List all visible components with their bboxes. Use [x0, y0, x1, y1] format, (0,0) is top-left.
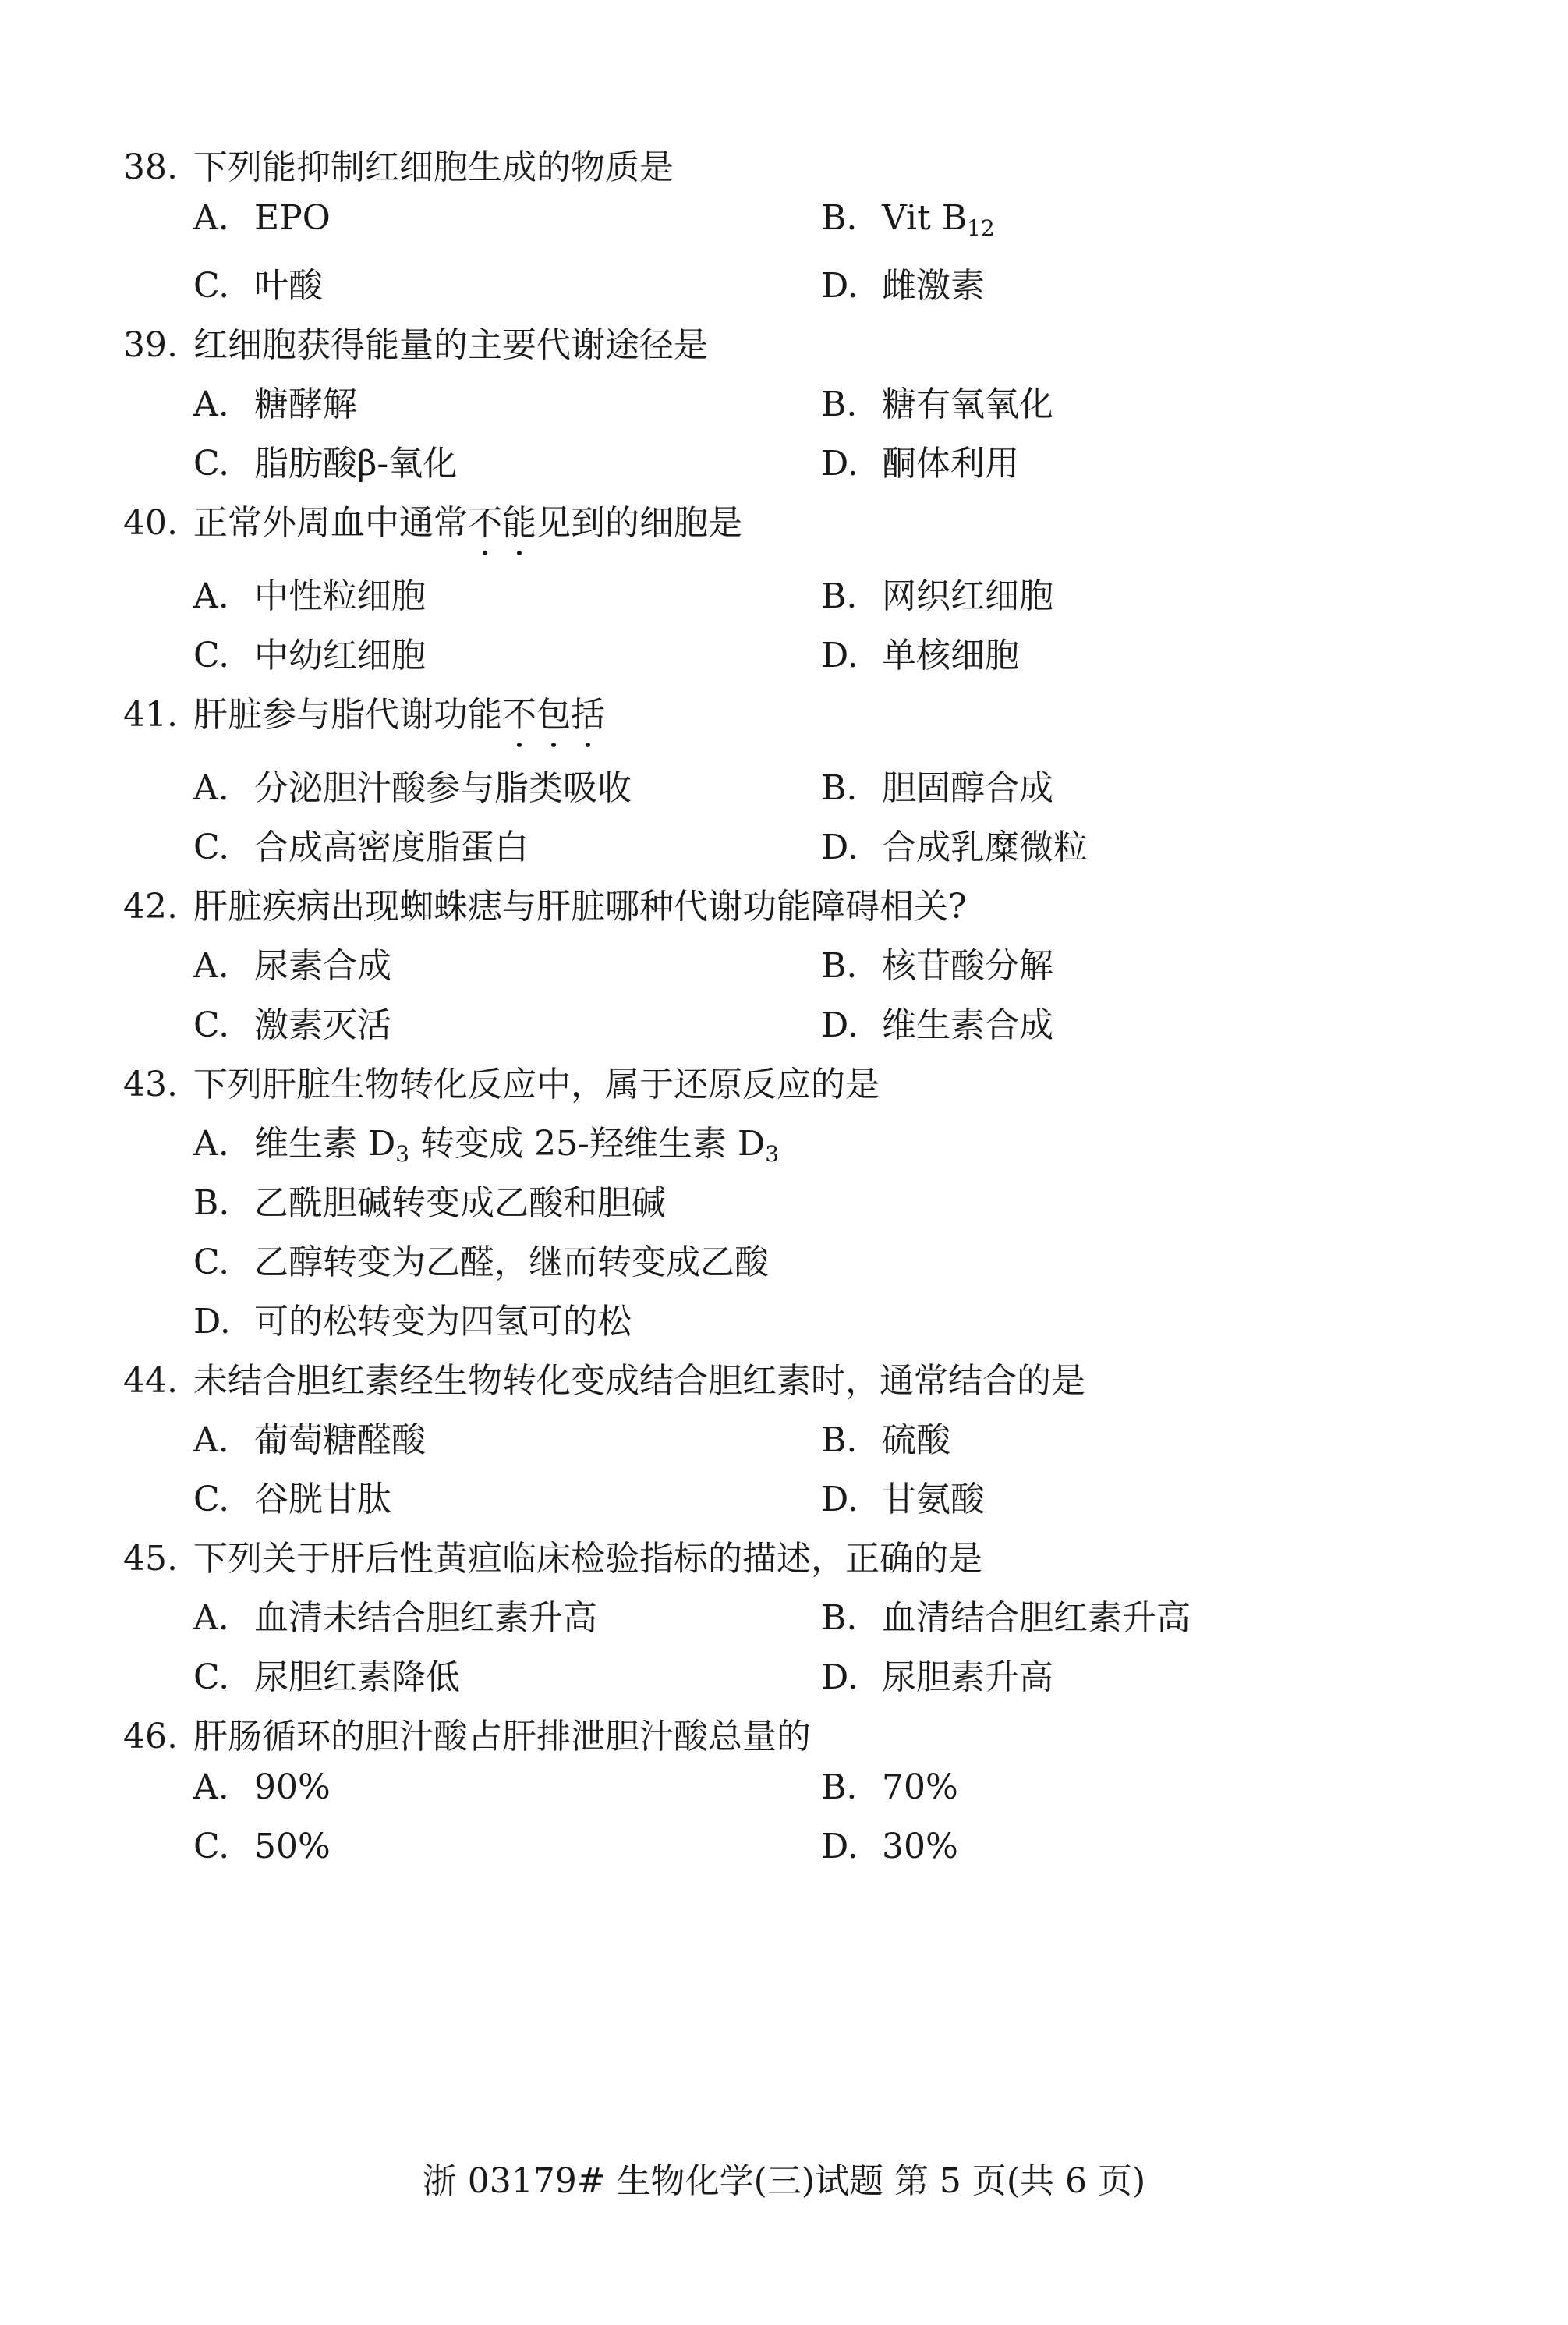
option-46-b[interactable]	[821, 1767, 958, 1807]
emphasis-mark: 不	[468, 494, 502, 544]
option-letter: A.	[193, 768, 229, 808]
option-42-d[interactable]	[821, 997, 1053, 1047]
emphasis-mark: 能	[502, 494, 536, 544]
option-text: 尿胆红素降低	[254, 1657, 460, 1697]
question-number: 41.	[123, 695, 178, 735]
option-40-d[interactable]	[821, 627, 1019, 677]
option-46-d[interactable]	[821, 1827, 958, 1866]
option-letter: D.	[821, 1005, 858, 1045]
question-stem: 肝肠循环的胆汁酸占肝排泄胆汁酸总量的	[193, 1717, 811, 1756]
option-40-b[interactable]	[821, 568, 1053, 618]
option-45-c[interactable]	[193, 1649, 460, 1699]
option-text: 胆固醇合成	[882, 768, 1053, 808]
option-38-d[interactable]	[821, 257, 985, 307]
option-text: 血清结合胆红素升高	[882, 1598, 1191, 1638]
option-text: 血清未结合胆红素升高	[254, 1598, 597, 1638]
question-stem: 下列关于肝后性黄疸临床检验指标的描述，正确的是	[193, 1539, 982, 1579]
option-letter: A.	[193, 385, 229, 424]
option-letter: C.	[193, 1480, 230, 1519]
question-43	[123, 1056, 880, 1106]
question-stem-end: 见到的细胞是	[536, 503, 742, 543]
option-44-d[interactable]	[821, 1471, 985, 1521]
option-letter: D.	[821, 1827, 858, 1866]
option-text: Vit B	[882, 198, 968, 238]
question-38	[123, 139, 674, 189]
option-text: 合成乳糜微粒	[882, 828, 1088, 867]
option-letter: A.	[193, 1598, 229, 1638]
emphasis-mark: 括	[571, 686, 605, 736]
option-text: 可的松转变为四氢可的松	[254, 1302, 632, 1341]
question-stem: 正常外周血中通常	[193, 503, 468, 543]
option-39-b[interactable]	[821, 376, 1053, 426]
option-letter: B.	[821, 385, 858, 424]
option-text: 分泌胆汁酸参与脂类吸收	[254, 768, 632, 808]
option-45-d[interactable]	[821, 1649, 1053, 1699]
question-39	[123, 317, 708, 367]
option-text: 脂肪酸β-氧化	[254, 444, 458, 484]
option-text: 中性粒细胞	[254, 576, 426, 616]
subscript: 3	[765, 1141, 780, 1167]
option-40-c[interactable]	[193, 627, 426, 677]
option-letter: D.	[821, 1480, 858, 1519]
option-letter: A.	[193, 576, 229, 616]
option-letter: B.	[821, 946, 858, 986]
emphasis-mark: 包	[536, 686, 571, 736]
option-letter: C.	[193, 828, 230, 867]
option-38-b[interactable]	[821, 198, 995, 241]
option-39-a[interactable]	[193, 376, 357, 426]
option-text: 50%	[254, 1827, 331, 1866]
question-number: 43.	[123, 1065, 178, 1104]
question-42	[123, 878, 967, 928]
option-letter: A.	[193, 1124, 229, 1164]
option-text: 葡萄糖醛酸	[254, 1420, 426, 1460]
option-letter: B.	[821, 768, 858, 808]
option-text: 乙酰胆碱转变成乙酸和胆碱	[254, 1183, 666, 1223]
option-text: 乙醇转变为乙醛，继而转变成乙酸	[254, 1242, 769, 1282]
option-46-c[interactable]	[193, 1827, 331, 1866]
option-39-c[interactable]	[193, 435, 457, 485]
option-40-a[interactable]	[193, 568, 426, 618]
option-43-b[interactable]	[193, 1175, 666, 1225]
option-letter: D.	[821, 636, 858, 675]
question-46	[123, 1708, 811, 1758]
option-letter: C.	[193, 1005, 230, 1045]
option-letter: C.	[193, 1657, 230, 1697]
question-44	[123, 1352, 1085, 1402]
question-41	[123, 686, 605, 736]
option-41-b[interactable]	[821, 760, 1053, 810]
option-text: EPO	[254, 198, 331, 238]
option-letter: D.	[821, 444, 858, 484]
option-text: 雌激素	[882, 266, 985, 306]
question-number: 44.	[123, 1361, 178, 1401]
option-text: 硫酸	[882, 1420, 950, 1460]
option-text: 中幼红细胞	[254, 636, 426, 675]
option-text: 核苷酸分解	[882, 946, 1053, 986]
option-42-c[interactable]	[193, 997, 391, 1047]
option-43-a[interactable]	[193, 1115, 779, 1165]
question-number: 45.	[123, 1539, 178, 1579]
option-text: 维生素 D	[254, 1124, 396, 1164]
emphasis-mark: 不	[502, 686, 536, 736]
option-41-a[interactable]	[193, 760, 632, 810]
option-44-a[interactable]	[193, 1412, 426, 1462]
question-stem: 未结合胆红素经生物转化变成结合胆红素时，通常结合的是	[193, 1361, 1085, 1401]
option-text: 合成高密度脂蛋白	[254, 828, 529, 867]
option-letter: C.	[193, 1242, 230, 1282]
option-43-c[interactable]	[193, 1234, 769, 1284]
option-text: 糖有氧氧化	[882, 385, 1053, 424]
question-number: 39.	[123, 325, 178, 365]
option-letter: A.	[193, 1767, 229, 1807]
option-text: 叶酸	[254, 266, 323, 306]
option-text: 谷胱甘肽	[254, 1480, 391, 1519]
option-letter: B.	[821, 1598, 858, 1638]
option-text: 尿素合成	[254, 946, 391, 986]
question-number: 38.	[123, 147, 178, 187]
option-text: 30%	[882, 1827, 958, 1866]
option-text: 甘氨酸	[882, 1480, 985, 1519]
option-letter: D.	[821, 1657, 858, 1697]
question-number: 46.	[123, 1717, 178, 1756]
option-letter: B.	[821, 1767, 858, 1807]
option-letter: A.	[193, 198, 229, 238]
option-text-cont: 转变成 25-羟维生素 D	[409, 1124, 766, 1164]
option-text: 激素灭活	[254, 1005, 391, 1045]
question-number: 42.	[123, 887, 178, 927]
option-text: 70%	[882, 1767, 958, 1807]
option-42-a[interactable]	[193, 937, 391, 987]
option-44-b[interactable]	[821, 1412, 950, 1462]
option-39-d[interactable]	[821, 435, 1019, 485]
option-text: 糖酵解	[254, 385, 357, 424]
page-footer: 浙 03179# 生物化学(三)试题 第 5 页(共 6 页)	[422, 2161, 1146, 2201]
question-stem: 下列肝脏生物转化反应中，属于还原反应的是	[193, 1065, 880, 1104]
option-38-c[interactable]	[193, 257, 323, 307]
option-text: 酮体利用	[882, 444, 1019, 484]
option-46-a[interactable]	[193, 1767, 331, 1807]
option-text: 维生素合成	[882, 1005, 1053, 1045]
option-44-c[interactable]	[193, 1471, 391, 1521]
subscript: 12	[967, 215, 995, 241]
question-stem: 肝脏参与脂代谢功能	[193, 695, 502, 735]
option-letter: D.	[821, 266, 858, 306]
option-45-b[interactable]	[821, 1590, 1191, 1639]
option-letter: C.	[193, 266, 230, 306]
option-letter: B.	[821, 576, 858, 616]
option-45-a[interactable]	[193, 1590, 597, 1639]
subscript: 3	[395, 1141, 410, 1167]
question-number: 40.	[123, 503, 178, 543]
option-text: 网织红细胞	[882, 576, 1053, 616]
option-letter: D.	[193, 1302, 231, 1341]
option-text: 单核细胞	[882, 636, 1019, 675]
question-40	[123, 494, 742, 544]
option-letter: D.	[821, 828, 858, 867]
option-letter: C.	[193, 444, 230, 484]
question-45	[123, 1530, 982, 1580]
option-letter: A.	[193, 946, 229, 986]
option-letter: B.	[193, 1183, 230, 1223]
question-stem: 下列能抑制红细胞生成的物质是	[193, 147, 674, 187]
option-letter: C.	[193, 636, 230, 675]
option-text: 尿胆素升高	[882, 1657, 1053, 1697]
option-43-d[interactable]	[193, 1293, 632, 1343]
question-stem: 肝脏疾病出现蜘蛛痣与肝脏哪种代谢功能障碍相关?	[193, 887, 967, 927]
option-letter: B.	[821, 198, 858, 238]
option-letter: B.	[821, 1420, 858, 1460]
option-text: 90%	[254, 1767, 331, 1807]
option-letter: C.	[193, 1827, 230, 1866]
question-stem: 红细胞获得能量的主要代谢途径是	[193, 325, 708, 365]
option-41-c[interactable]	[193, 819, 529, 869]
option-41-d[interactable]	[821, 819, 1088, 869]
option-42-b[interactable]	[821, 937, 1053, 987]
option-38-a[interactable]	[193, 198, 331, 238]
option-letter: A.	[193, 1420, 229, 1460]
